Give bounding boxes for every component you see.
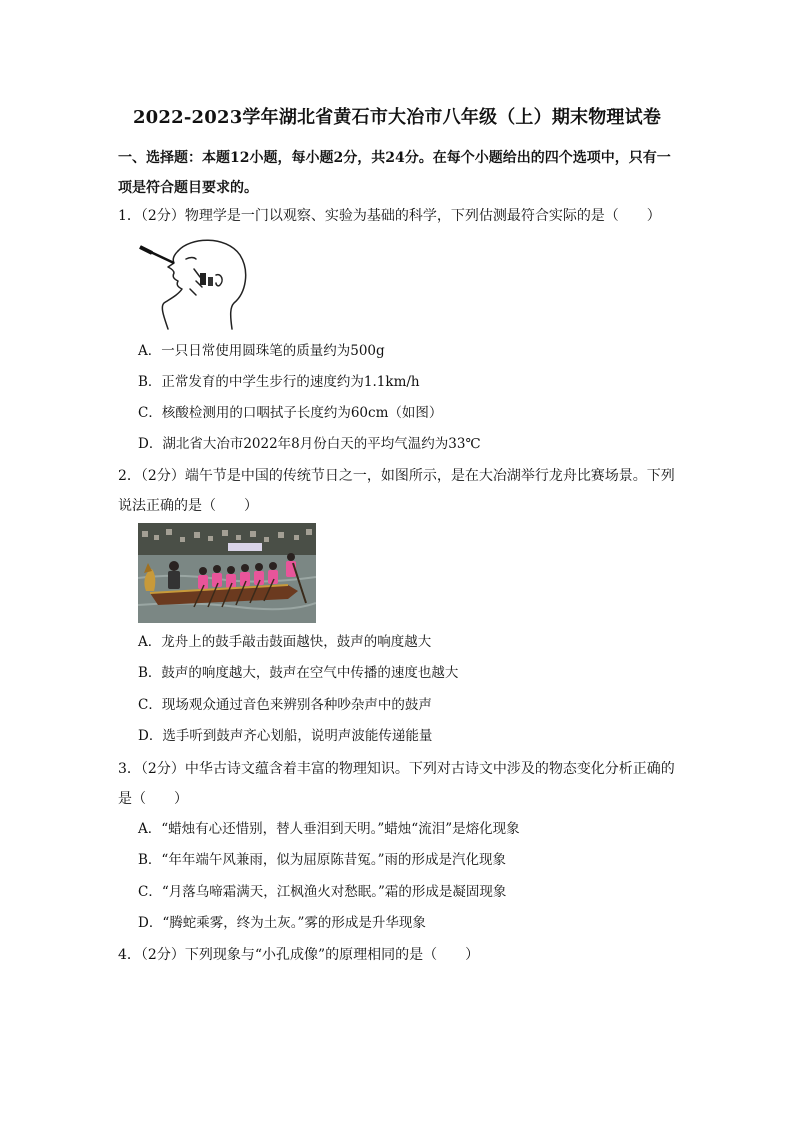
question-2-option-b: B．鼓声的响度越大，鼓声在空气中传播的速度也越大 xyxy=(138,665,459,681)
question-1-option-c: C．核酸检测用的口咽拭子长度约为60cm（如图） xyxy=(138,405,443,421)
question-2-option-a: A．龙舟上的鼓手敲击鼓面越快，鼓声的响度越大 xyxy=(138,634,432,650)
question-3-stem: 3．（2分）中华古诗文蕴含着丰富的物理知识。下列对古诗文中涉及的物态变化分析正确的是（ ） xyxy=(118,761,675,807)
question-4-stem: 4．（2分）下列现象与“小孔成像”的原理相同的是（ ） xyxy=(118,947,480,963)
question-1-option-a: A．一只日常使用圆珠笔的质量约为500g xyxy=(138,343,385,359)
question-2-option-d: D．选手听到鼓声齐心划船，说明声波能传递能量 xyxy=(138,728,433,744)
question-2-option-c: C．现场观众通过音色来辨别各种吵杂声中的鼓声 xyxy=(138,697,432,713)
question-3-option-a: A．“蜡烛有心还惜别，替人垂泪到天明。”蜡烛“流泪”是熔化现象 xyxy=(138,821,520,837)
question-3-option-c: C．“月落乌啼霜满天，江枫渔火对愁眠。”霜的形成是凝固现象 xyxy=(138,884,507,900)
question-3-option-d: D．“腾蛇乘雾，终为土灰。”雾的形成是升华现象 xyxy=(138,915,426,931)
question-1-stem: 1．（2分）物理学是一门以观察、实验为基础的科学，下列估测最符合实际的是（ ） xyxy=(118,208,661,224)
question-1-option-d: D．湖北省大冶市2022年8月份白天的平均气温约为33℃ xyxy=(138,436,481,452)
question-1-option-b: B．正常发育的中学生步行的速度约为1.1km/h xyxy=(138,374,420,390)
question-3-option-b: B．“年年端午风兼雨，似为屈原陈昔冤。”雨的形成是汽化现象 xyxy=(138,852,506,868)
question-2-stem: 2．（2分）端午节是中国的传统节日之一，如图所示，是在大冶湖举行龙舟比赛场景。下列说法正确的是（ ） xyxy=(118,468,675,514)
dragon-boat-photo xyxy=(138,523,316,623)
nasal-swab-sketch-figure xyxy=(138,233,250,331)
section-heading: 一、选择题：本题12小题，每小题2分，共24分。在每个小题给出的四个选项中，只有一项是符合题目要求的。 xyxy=(118,150,671,196)
page-title: 2022-2023学年湖北省黄石市大冶市八年级（上）期末物理试卷 xyxy=(132,107,662,128)
